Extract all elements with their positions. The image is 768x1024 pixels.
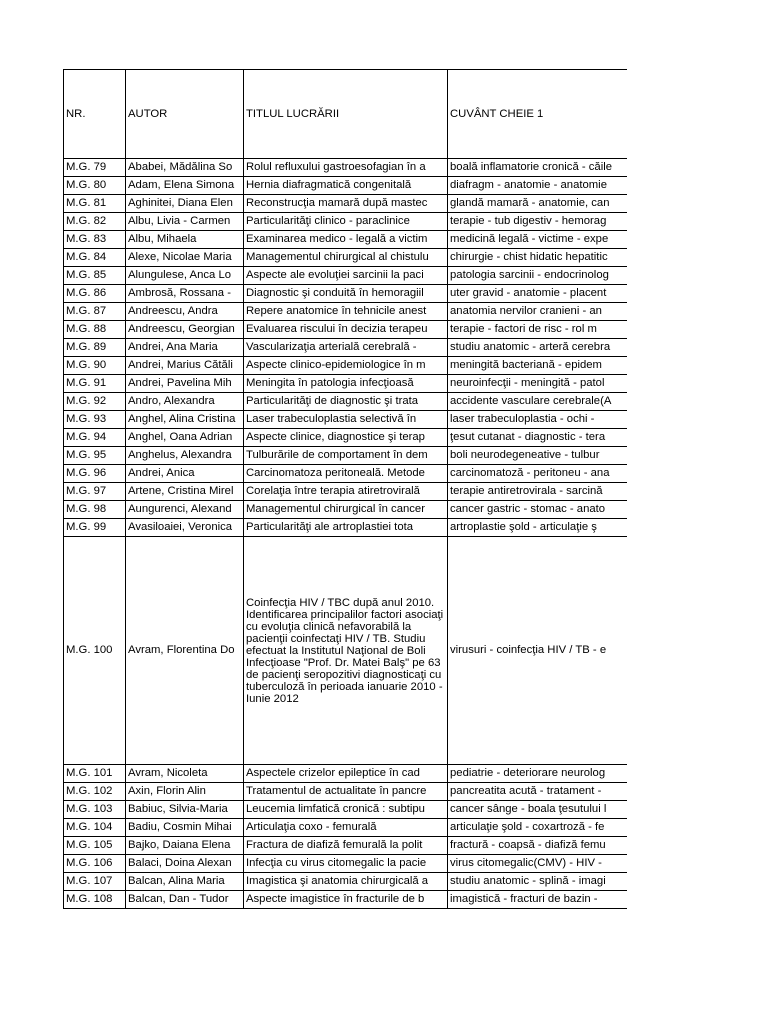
table-row — [64, 783, 627, 801]
cell-autor: Andrei, Pavelina Mih — [126, 375, 244, 393]
cell-autor: Ambrosă, Rossana - — [126, 285, 244, 303]
cell-cuvant: studiu anatomic - splină - imagi — [448, 873, 627, 891]
table-row — [64, 159, 627, 177]
table-row — [64, 339, 627, 357]
cell-autor: Balcan, Dan - Tudor — [126, 891, 244, 909]
cell-nr: M.G. 99 — [64, 519, 126, 537]
cell-cuvant: artroplastie şold - articulaţie ş — [448, 519, 627, 537]
cell-autor: Andrei, Anica — [126, 465, 244, 483]
cell-cuvant: meningită bacteriană - epidem — [448, 357, 627, 375]
cell-titlu: Vascularizaţia arterială cerebrală - — [244, 339, 448, 357]
cell-titlu: Aspecte imagistice în fracturile de b — [244, 891, 448, 909]
cell-autor: Avram, Nicoleta — [126, 765, 244, 783]
cell-titlu: Examinarea medico - legală a victim — [244, 231, 448, 249]
table-row — [64, 213, 627, 231]
header-row — [64, 70, 627, 159]
header-titlu: TITLUL LUCRĂRII — [244, 70, 448, 159]
cell-nr: M.G. 86 — [64, 285, 126, 303]
cell-nr: M.G. 81 — [64, 195, 126, 213]
cell-cuvant: accidente vasculare cerebrale(A — [448, 393, 627, 411]
table-row — [64, 483, 627, 501]
table-row — [64, 447, 627, 465]
table-row — [64, 303, 627, 321]
cell-titlu: Meningita în patologia infecţioasă — [244, 375, 448, 393]
cell-cuvant: terapie - factori de risc - rol m — [448, 321, 627, 339]
cell-cuvant: patologia sarcinii - endocrinolog — [448, 267, 627, 285]
cell-cuvant: neuroinfecţii - meningită - patol — [448, 375, 627, 393]
cell-cuvant: articulaţie şold - coxartroză - fe — [448, 819, 627, 837]
cell-titlu: Particularităţi clinico - paraclinice — [244, 213, 448, 231]
cell-nr: M.G. 104 — [64, 819, 126, 837]
cell-nr: M.G. 89 — [64, 339, 126, 357]
cell-cuvant: terapie - tub digestiv - hemorag — [448, 213, 627, 231]
cell-titlu: Articulaţia coxo - femurală — [244, 819, 448, 837]
cell-autor: Artene, Cristina Mirel — [126, 483, 244, 501]
cell-nr: M.G. 97 — [64, 483, 126, 501]
cell-titlu: Particularităţi ale artroplastiei tota — [244, 519, 448, 537]
table-row — [64, 393, 627, 411]
cell-titlu: Rolul refluxului gastroesofagian în a — [244, 159, 448, 177]
cell-titlu: Aspecte ale evoluţiei sarcinii la paci — [244, 267, 448, 285]
table-row — [64, 411, 627, 429]
header-cuvant-cheie: CUVÂNT CHEIE 1 — [448, 70, 627, 159]
table-row — [64, 837, 627, 855]
cell-autor: Adam, Elena Simona — [126, 177, 244, 195]
cell-cuvant: pediatrie - deteriorare neurolog — [448, 765, 627, 783]
cell-autor: Andrei, Marius Cătăli — [126, 357, 244, 375]
cell-cuvant: medicină legală - victime - expe — [448, 231, 627, 249]
cell-nr: M.G. 82 — [64, 213, 126, 231]
table-row-tall — [64, 537, 627, 765]
cell-autor: Balaci, Doina Alexan — [126, 855, 244, 873]
cell-autor: Andrei, Ana Maria — [126, 339, 244, 357]
cell-autor: Anghel, Oana Adrian — [126, 429, 244, 447]
cell-titlu: Carcinomatoza peritoneală. Metode — [244, 465, 448, 483]
cell-nr: M.G. 101 — [64, 765, 126, 783]
cell-autor: Albu, Mihaela — [126, 231, 244, 249]
cell-titlu: Aspecte clinice, diagnostice şi terap — [244, 429, 448, 447]
cell-titlu: Evaluarea riscului în decizia terapeu — [244, 321, 448, 339]
cell-titlu: Diagnostic şi conduită în hemoragiil — [244, 285, 448, 303]
cell-cuvant: boală inflamatorie cronică - căile — [448, 159, 627, 177]
table-row — [64, 375, 627, 393]
table-row — [64, 873, 627, 891]
cell-autor: Aungurenci, Alexand — [126, 501, 244, 519]
table-row — [64, 267, 627, 285]
header-autor: AUTOR — [126, 70, 244, 159]
cell-autor: Anghel, Alina Cristina — [126, 411, 244, 429]
cell-titlu: Laser trabeculoplastia selectivă în — [244, 411, 448, 429]
cell-autor: Avram, Florentina Do — [126, 537, 244, 765]
cell-autor: Anghelus, Alexandra — [126, 447, 244, 465]
cell-nr: M.G. 88 — [64, 321, 126, 339]
cell-autor: Axin, Florin Alin — [126, 783, 244, 801]
table-row — [64, 357, 627, 375]
table-row — [64, 231, 627, 249]
cell-nr: M.G. 98 — [64, 501, 126, 519]
cell-cuvant: ţesut cutanat - diagnostic - tera — [448, 429, 627, 447]
cell-cuvant: virusuri - coinfecţia HIV / TB - e — [448, 537, 627, 765]
cell-cuvant: diafragm - anatomie - anatomie — [448, 177, 627, 195]
cell-cuvant: glandă mamară - anatomie, can — [448, 195, 627, 213]
cell-cuvant: fractură - coapsă - diafiză femu — [448, 837, 627, 855]
table-row — [64, 465, 627, 483]
table-row — [64, 321, 627, 339]
cell-titlu: Tulburările de comportament în dem — [244, 447, 448, 465]
cell-titlu: Corelaţia între terapia atiretrovirală — [244, 483, 448, 501]
thesis-table — [63, 69, 627, 909]
table-row — [64, 195, 627, 213]
cell-autor: Badiu, Cosmin Mihai — [126, 819, 244, 837]
cell-nr: M.G. 94 — [64, 429, 126, 447]
cell-autor: Albu, Livia - Carmen — [126, 213, 244, 231]
cell-nr: M.G. 95 — [64, 447, 126, 465]
cell-nr: M.G. 87 — [64, 303, 126, 321]
cell-nr: M.G. 83 — [64, 231, 126, 249]
table-row — [64, 249, 627, 267]
cell-nr: M.G. 93 — [64, 411, 126, 429]
cell-cuvant: pancreatita acută - tratament - — [448, 783, 627, 801]
cell-titlu: Aspectele crizelor epileptice în cad — [244, 765, 448, 783]
cell-titlu: Infecţia cu virus citomegalic la pacie — [244, 855, 448, 873]
cell-titlu: Managementul chirurgical al chistulu — [244, 249, 448, 267]
cell-titlu: Repere anatomice în tehnicile anest — [244, 303, 448, 321]
cell-cuvant: carcinomatoză - peritoneu - ana — [448, 465, 627, 483]
cell-nr: M.G. 102 — [64, 783, 126, 801]
cell-cuvant: cancer sânge - boala ţesutului l — [448, 801, 627, 819]
cell-titlu: Aspecte clinico-epidemiologice în m — [244, 357, 448, 375]
cell-cuvant: boli neurodegeneative - tulbur — [448, 447, 627, 465]
cell-nr: M.G. 107 — [64, 873, 126, 891]
table-row — [64, 177, 627, 195]
table-row — [64, 819, 627, 837]
cell-nr: M.G. 103 — [64, 801, 126, 819]
cell-cuvant: cancer gastric - stomac - anato — [448, 501, 627, 519]
header-nr: NR. — [64, 70, 126, 159]
cell-autor: Balcan, Alina Maria — [126, 873, 244, 891]
cell-autor: Andreescu, Georgian — [126, 321, 244, 339]
cell-titlu: Reconstrucţia mamară după mastec — [244, 195, 448, 213]
cell-cuvant: anatomia nervilor cranieni - an — [448, 303, 627, 321]
cell-autor: Avasiloaiei, Veronica — [126, 519, 244, 537]
cell-autor: Bajko, Daiana Elena — [126, 837, 244, 855]
cell-nr: M.G. 92 — [64, 393, 126, 411]
cell-nr: M.G. 96 — [64, 465, 126, 483]
cell-titlu: Coinfecţia HIV / TBC după anul 2010. Identificarea principalilor factori asociaţi cu evoluţia clinică nefavorabilă la pacienţii coinfectaţi HIV / TB. Studiu efectuat la Institutul Naţional de Boli Infecţioase "Prof. Dr. Matei Balş" pe 63 de pacienţi seropozitivi diagnosticaţi cu tuberculoză în perioada ianuarie 2010 - Iunie 2012 — [244, 537, 448, 765]
cell-cuvant: chirurgie - chist hidatic hepatitic — [448, 249, 627, 267]
cell-nr: M.G. 85 — [64, 267, 126, 285]
cell-autor: Ababei, Mădălina So — [126, 159, 244, 177]
cell-autor: Andreescu, Andra — [126, 303, 244, 321]
cell-nr: M.G. 105 — [64, 837, 126, 855]
cell-titlu: Tratamentul de actualitate în pancre — [244, 783, 448, 801]
cell-titlu: Hernia diafragmatică congenitală — [244, 177, 448, 195]
table-row — [64, 285, 627, 303]
cell-cuvant: laser trabeculoplastia - ochi - — [448, 411, 627, 429]
table-row — [64, 855, 627, 873]
cell-titlu: Particularităţi de diagnostic şi trata — [244, 393, 448, 411]
table-row — [64, 891, 627, 909]
cell-cuvant: virus citomegalic(CMV) - HIV - — [448, 855, 627, 873]
table-row — [64, 501, 627, 519]
cell-cuvant: studiu anatomic - arteră cerebra — [448, 339, 627, 357]
cell-titlu: Imagistica şi anatomia chirurgicală a — [244, 873, 448, 891]
cell-nr: M.G. 108 — [64, 891, 126, 909]
cell-autor: Babiuc, Silvia-Maria — [126, 801, 244, 819]
cell-autor: Andro, Alexandra — [126, 393, 244, 411]
cell-nr: M.G. 80 — [64, 177, 126, 195]
table-row — [64, 765, 627, 783]
cell-titlu: Leucemia limfatică cronică : subtipu — [244, 801, 448, 819]
cell-nr: M.G. 106 — [64, 855, 126, 873]
cell-titlu: Fractura de diafiză femurală la polit — [244, 837, 448, 855]
cell-cuvant: uter gravid - anatomie - placent — [448, 285, 627, 303]
table-row — [64, 801, 627, 819]
table-row — [64, 519, 627, 537]
cell-titlu: Managementul chirurgical în cancer — [244, 501, 448, 519]
cell-autor: Aghinitei, Diana Elen — [126, 195, 244, 213]
cell-cuvant: terapie antiretrovirala - sarcină — [448, 483, 627, 501]
cell-cuvant: imagistică - fracturi de bazin - — [448, 891, 627, 909]
cell-nr: M.G. 91 — [64, 375, 126, 393]
table-row — [64, 429, 627, 447]
cell-autor: Alungulese, Anca Lo — [126, 267, 244, 285]
cell-nr: M.G. 100 — [64, 537, 126, 765]
cell-nr: M.G. 90 — [64, 357, 126, 375]
cell-nr: M.G. 84 — [64, 249, 126, 267]
cell-autor: Alexe, Nicolae Maria — [126, 249, 244, 267]
cell-nr: M.G. 79 — [64, 159, 126, 177]
